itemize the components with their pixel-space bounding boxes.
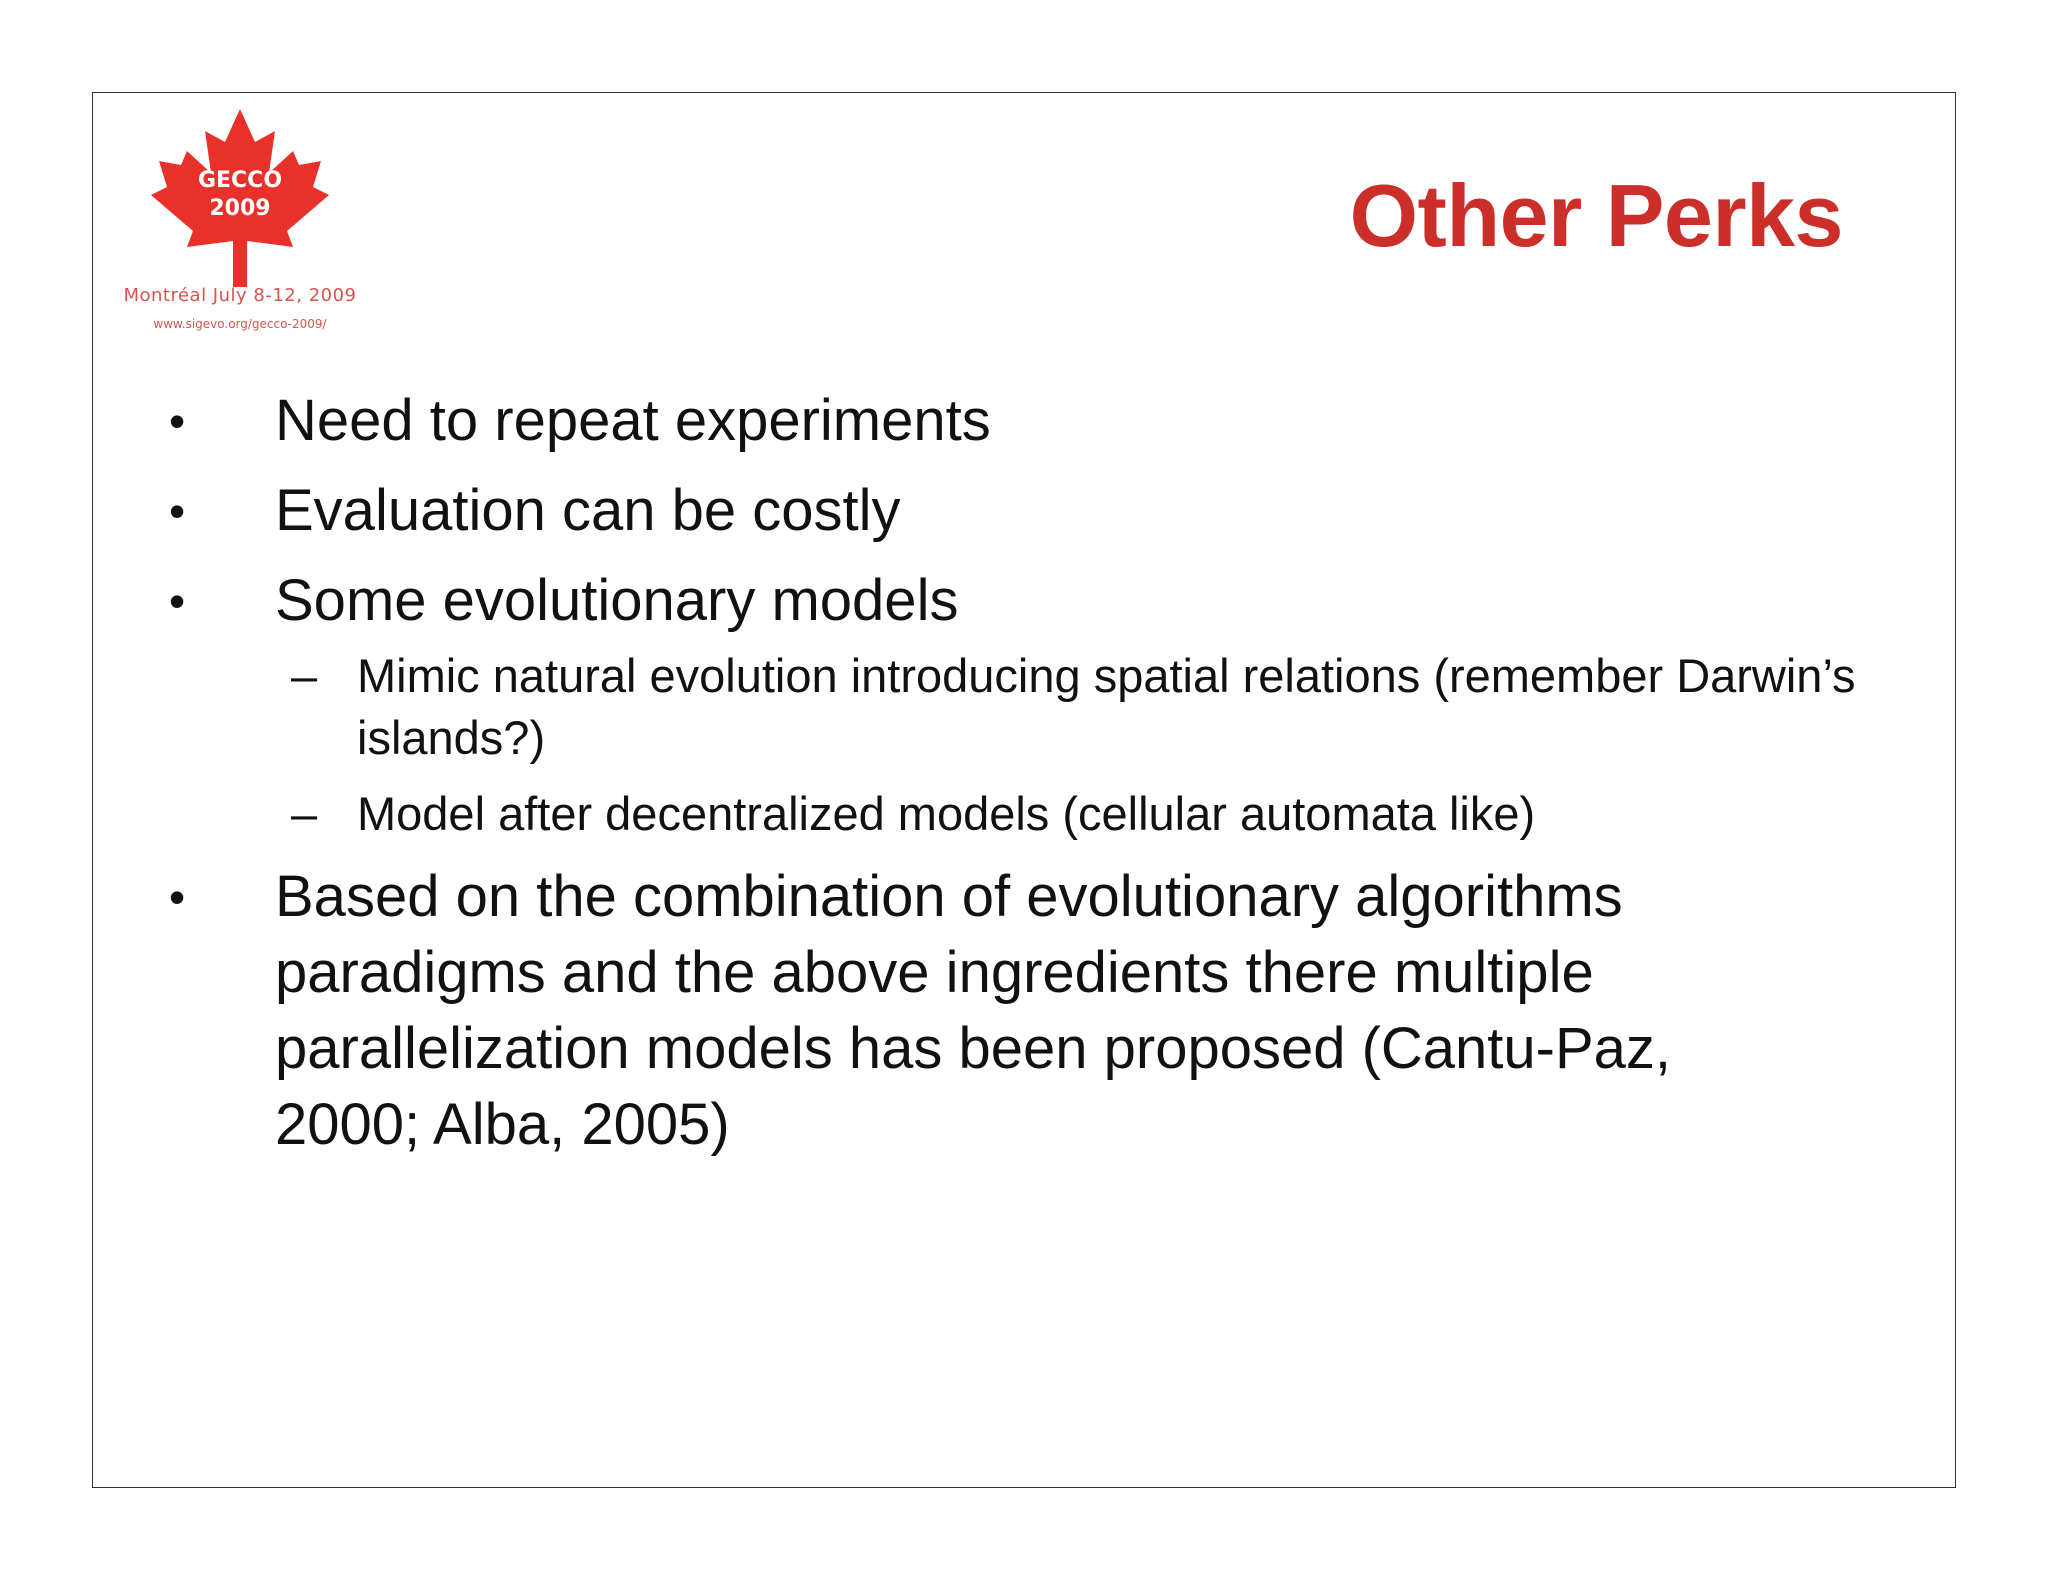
bullet-text: Based on the combination of evolutionary algorithms paradigms and the above ingredients there multiple parallelization models has been proposed (Cantu-Paz, 2000; Alba, 2005) [275, 864, 1672, 1157]
bullet-item [169, 563, 1775, 639]
bullet-marker: • [169, 485, 186, 537]
bullet-text: Evaluation can be costly [275, 478, 901, 543]
bullet-item [169, 473, 1775, 549]
logo-badge-line2: 2009 [209, 196, 271, 221]
maple-leaf-icon [115, 107, 365, 287]
logo-url: www.sigevo.org/gecco-2009/ [153, 317, 327, 331]
slide [92, 92, 1956, 1488]
sub-bullet-item [291, 783, 1857, 845]
gecco-2009-logo [115, 107, 365, 337]
sub-bullet-marker: – [291, 649, 318, 702]
bullet-text: Some evolutionary models [275, 568, 959, 633]
bullet-marker: • [169, 871, 186, 923]
bullet-text: Need to repeat experiments [275, 388, 991, 453]
sub-bullet-item [291, 645, 1857, 769]
bullet-item [169, 859, 1775, 1163]
sub-bullet-text: Model after decentralized models (cellular automata like) [357, 787, 1536, 840]
sub-bullet-text: Mimic natural evolution introducing spatial relations (remember Darwin’s islands?) [357, 649, 1856, 764]
bullet-marker: • [169, 575, 186, 627]
logo-location-date: Montréal July 8-12, 2009 [123, 285, 357, 306]
bullet-list [93, 383, 1957, 1163]
logo-badge-line1: GECCO [197, 168, 283, 193]
bullet-marker: • [169, 395, 186, 447]
sub-bullet-marker: – [291, 787, 318, 840]
slide-title: Other Perks [1349, 166, 1843, 265]
bullet-item [169, 383, 1775, 459]
